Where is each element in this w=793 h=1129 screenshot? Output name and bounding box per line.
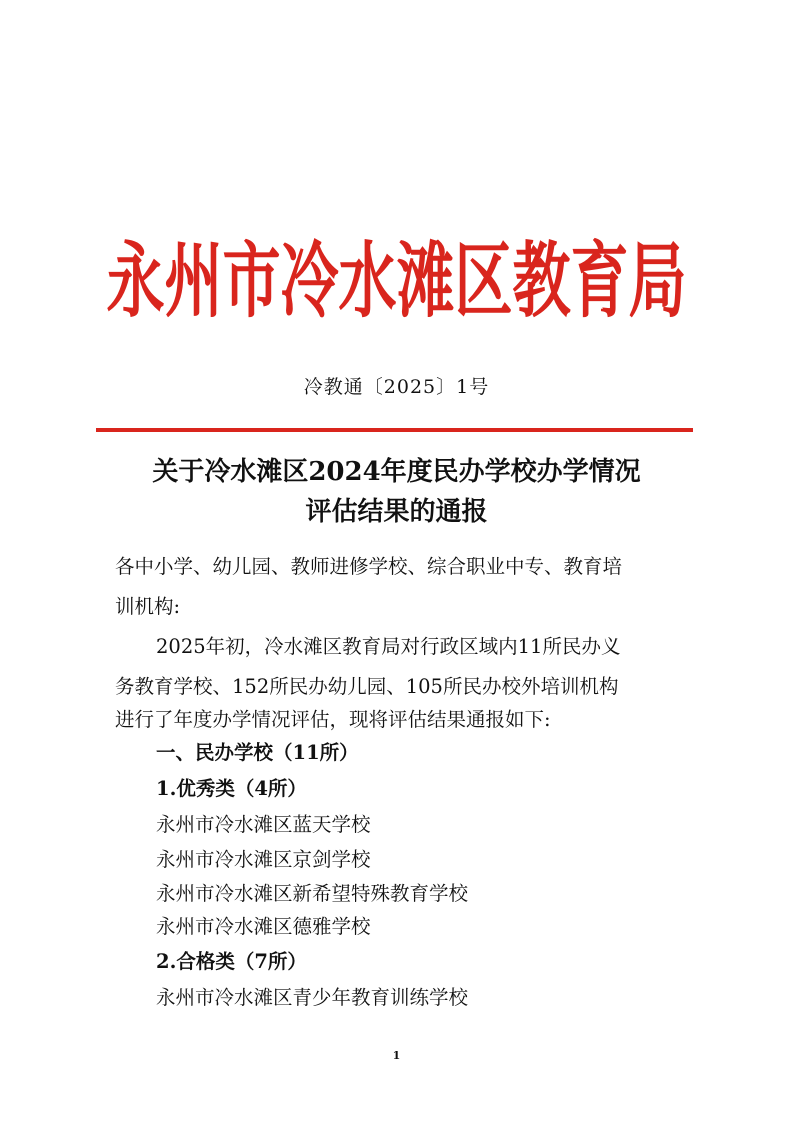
document-title-line-1: 关于冷水滩区2024年度民办学校办学情况	[152, 457, 641, 487]
list-item-school: 永州市冷水滩区青少年教育训练学校	[156, 986, 469, 1009]
agency-name: 永州市冷水滩区教育局	[106, 234, 687, 329]
document-title-line-2: 评估结果的通报	[305, 497, 488, 527]
subheading-excellent: 1.优秀类（4所）	[156, 777, 307, 800]
recipients-line-2: 训机构:	[115, 595, 181, 618]
agency-header	[0, 215, 793, 335]
recipients-line-1: 各中小学、幼儿园、教师进修学校、综合职业中专、教育培	[115, 555, 623, 578]
list-item-school: 永州市冷水滩区蓝天学校	[156, 813, 371, 836]
list-item-school: 永州市冷水滩区京剑学校	[156, 848, 371, 871]
page-number: 1	[392, 1049, 401, 1062]
document-number: 冷教通〔2025〕1号	[303, 376, 490, 398]
paragraph-line-1: 2025年初，冷水滩区教育局对行政区域内11所民办义	[156, 635, 621, 658]
paragraph-line-3: 进行了年度办学情况评估，现将评估结果通报如下:	[115, 708, 551, 731]
agency-header-svg	[0, 215, 793, 335]
list-item-school: 永州市冷水滩区德雅学校	[156, 915, 371, 938]
subheading-qualified: 2.合格类（7所）	[156, 950, 307, 973]
section-heading-private-schools: 一、民办学校（11所）	[156, 741, 359, 764]
red-divider	[96, 428, 693, 432]
paragraph-line-2: 务教育学校、152所民办幼儿园、105所民办校外培训机构	[115, 675, 619, 698]
list-item-school: 永州市冷水滩区新希望特殊教育学校	[156, 882, 469, 905]
